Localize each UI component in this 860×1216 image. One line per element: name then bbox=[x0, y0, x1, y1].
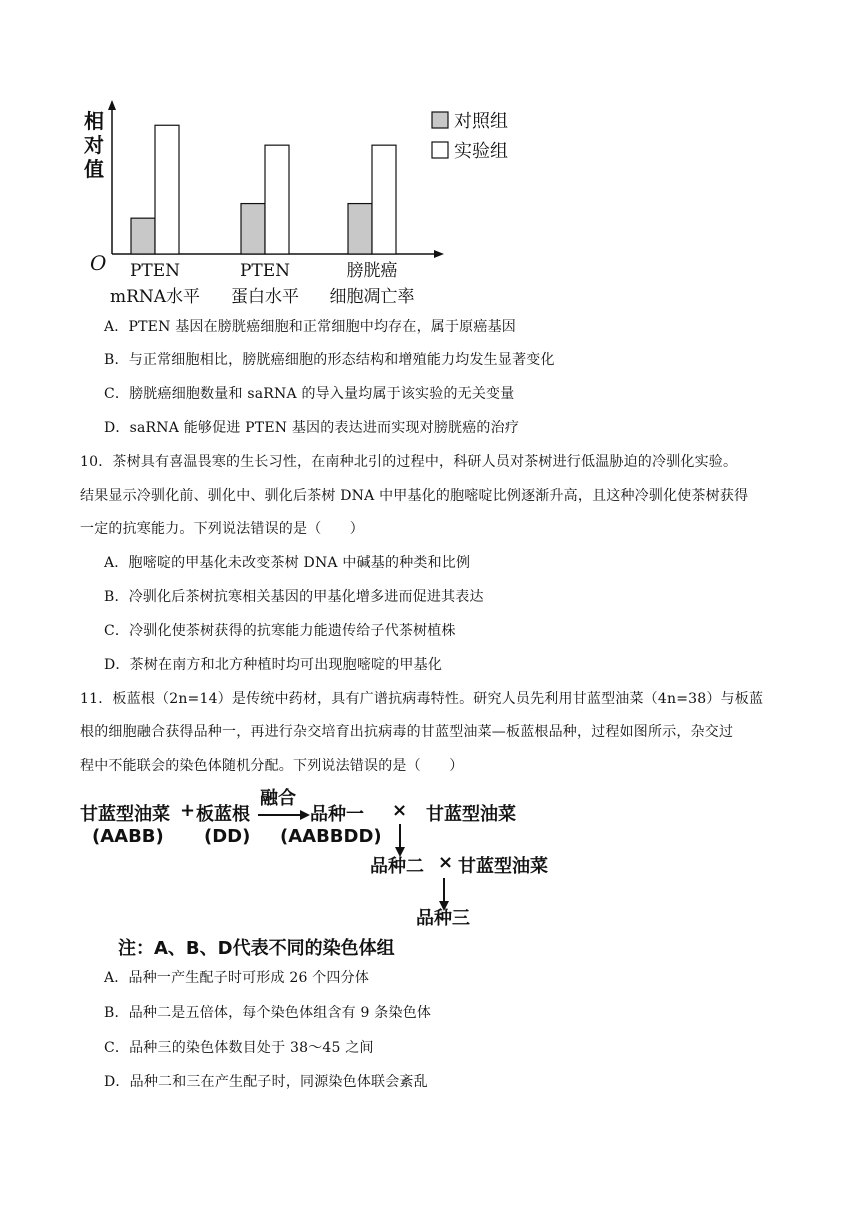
q9-option-b: B．与正常细胞相比，膀胱癌细胞的形态结构和增殖能力均发生显著变化 bbox=[104, 352, 555, 368]
q10-stem-line3: 一定的抗寒能力。下列说法错误的是（ ） bbox=[80, 521, 364, 537]
q10-option-a: A．胞嘧啶的甲基化未改变茶树 DNA 中碱基的种类和比例 bbox=[104, 555, 471, 571]
diagram-note: 注：A、B、D代表不同的染色体组 bbox=[118, 938, 395, 959]
category-label-line2: 细胞凋亡率 bbox=[329, 287, 415, 307]
q9-option-c: C．膀胱癌细胞数量和 saRNA 的导入量均属于该实验的无关变量 bbox=[104, 386, 515, 402]
bar-control-0 bbox=[131, 218, 155, 254]
y-axis-label-char: 对 bbox=[84, 133, 104, 157]
legend-label-0: 对照组 bbox=[454, 111, 508, 132]
q11-option-c: C．品种三的染色体数目处于 38～45 之间 bbox=[104, 1040, 374, 1056]
q9-option-d: D．saRNA 能够促进 PTEN 基因的表达进而实现对膀胱癌的治疗 bbox=[104, 420, 520, 436]
y-axis-arrow bbox=[108, 100, 116, 110]
bar-control-1 bbox=[241, 204, 265, 254]
q10-stem-line1: 10．茶树具有喜温畏寒的生长习性，在南种北引的过程中，科研人员对茶树进行低温胁迫的冷驯化实验。 bbox=[80, 454, 738, 470]
plus-sign: + bbox=[180, 800, 196, 821]
q10-option-c: C．冷驯化使茶树获得的抗寒能力能遗传给子代茶树植株 bbox=[104, 623, 456, 639]
q10-option-b: B．冷驯化后茶树抗寒相关基因的甲基化增多进而促进其表达 bbox=[104, 589, 484, 605]
x-axis-arrow bbox=[434, 250, 444, 258]
category-label-line2: mRNA水平 bbox=[109, 287, 201, 307]
cross-symbol-2: × bbox=[438, 852, 454, 873]
legend-swatch-0 bbox=[432, 112, 448, 128]
q9-option-a: A．PTEN 基因在膀胱癌细胞和正常细胞中均存在，属于原癌基因 bbox=[104, 319, 516, 335]
variety-two: 品种二 bbox=[370, 856, 424, 877]
bar-chart bbox=[78, 100, 538, 310]
category-label-line1: 膀胱癌 bbox=[346, 261, 398, 281]
bar-control-2 bbox=[348, 204, 372, 254]
q11-option-d: D．品种二和三在产生配子时，同源染色体联会紊乱 bbox=[104, 1074, 428, 1090]
y-axis-label-char: 值 bbox=[84, 157, 104, 181]
variety-three: 品种三 bbox=[416, 908, 470, 929]
legend-label-1: 实验组 bbox=[454, 141, 508, 162]
genome-dd: (DD) bbox=[204, 826, 251, 847]
legend-swatch-1 bbox=[432, 142, 448, 158]
parent-isatis: 板蓝根 bbox=[196, 804, 250, 825]
category-label-line1: PTEN bbox=[129, 261, 181, 281]
q11-stem-line1: 11．板蓝根（2n=14）是传统中药材，具有广谱抗病毒特性。研究人员先利用甘蓝型油菜（4n=38）与板蓝 bbox=[80, 691, 764, 707]
cross-symbol-1: × bbox=[392, 800, 408, 821]
q10-stem-line2: 结果显示冷驯化前、驯化中、驯化后茶树 DNA 中甲基化的胞嘧啶比例逐渐升高，且这种冷驯化使茶树获得 bbox=[80, 488, 749, 504]
q11-stem-line2: 根的细胞融合获得品种一，再进行杂交培育出抗病毒的甘蓝型油菜—板蓝根品种，过程如图所示，杂交过 bbox=[80, 724, 734, 740]
y-axis-label-char: 相 bbox=[84, 109, 104, 133]
chart-svg bbox=[78, 100, 538, 310]
q11-option-b: B．品种二是五倍体，每个染色体组含有 9 条染色体 bbox=[104, 1005, 432, 1021]
bar-experiment-2 bbox=[372, 145, 396, 254]
category-label-line1: PTEN bbox=[239, 261, 291, 281]
parent-rapeseed-2: 甘蓝型油菜 bbox=[426, 804, 516, 825]
parent-rapeseed: 甘蓝型油菜 bbox=[80, 804, 170, 825]
fusion-arrow bbox=[256, 808, 312, 822]
variety-one: 品种一 bbox=[310, 804, 364, 825]
parent-rapeseed-3: 甘蓝型油菜 bbox=[458, 856, 548, 877]
bar-experiment-0 bbox=[155, 125, 179, 254]
category-label-line2: 蛋白水平 bbox=[231, 287, 299, 307]
fusion-label: 融合 bbox=[260, 788, 296, 809]
bar-experiment-1 bbox=[265, 145, 289, 254]
breeding-diagram bbox=[0, 780, 860, 960]
q10-option-d: D．茶树在南方和北方种植时均可出现胞嘧啶的甲基化 bbox=[104, 657, 443, 673]
genome-aabbdd: (AABBDD) bbox=[280, 826, 382, 847]
origin-label: O bbox=[90, 251, 107, 275]
q11-stem-line3: 程中不能联会的染色体随机分配。下列说法错误的是（ ） bbox=[80, 758, 464, 774]
q11-option-a: A．品种一产生配子时可形成 26 个四分体 bbox=[104, 970, 370, 986]
genome-aabb: (AABB) bbox=[92, 826, 164, 847]
